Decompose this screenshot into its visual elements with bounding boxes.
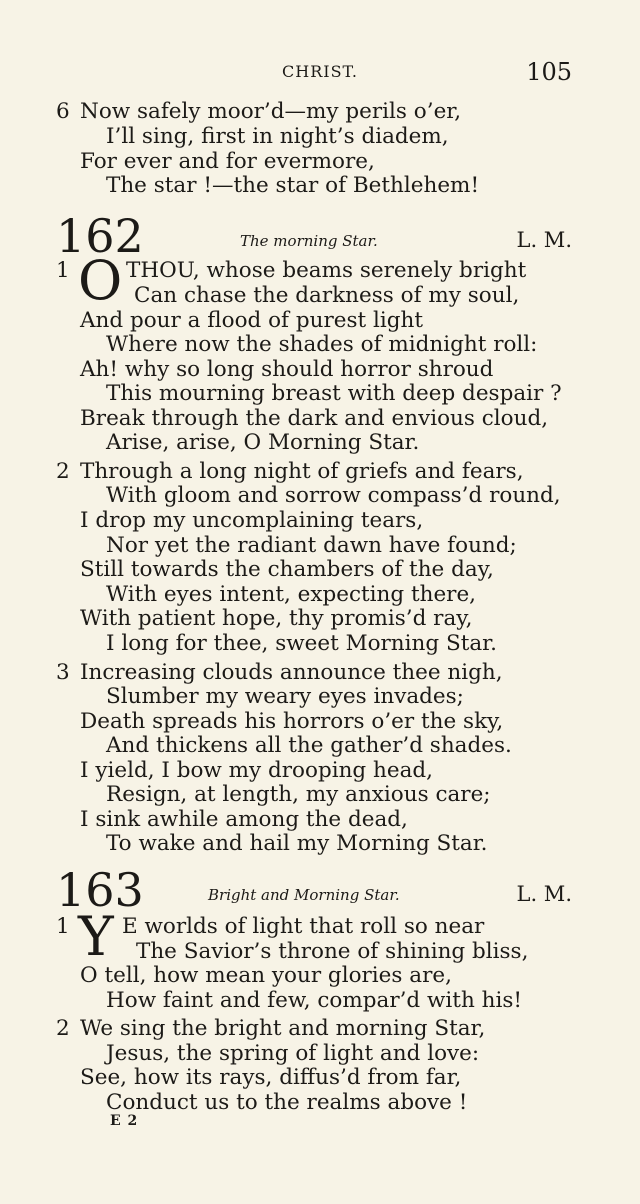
verse-line: With patient hope, thy promis’d ray, (80, 606, 473, 631)
hymn-meter: L. M. (516, 228, 572, 252)
verse-line: O tell, how mean your glories are, (80, 963, 452, 988)
verse-line: How faint and few, compar’d with his! (106, 988, 523, 1013)
verse-line: Where now the shades of midnight roll: (106, 332, 538, 357)
verse-line: Ah! why so long should horror shroud (80, 357, 494, 382)
verse-line: Can chase the darkness of my soul, (134, 283, 520, 308)
verse-line: Jesus, the spring of light and love: (106, 1041, 480, 1066)
verse-line: And thickens all the gather’d shades. (106, 733, 512, 758)
verse-line: See, how its rays, diffus’d from far, (80, 1065, 462, 1090)
hymn-meter: L. M. (516, 882, 572, 906)
verse-line: E worlds of light that roll so near (122, 914, 485, 939)
verse-line: I drop my uncomplaining tears, (80, 508, 424, 533)
verse-line: For ever and for evermore, (80, 149, 375, 174)
hymn-number: 162 (56, 209, 144, 263)
verse-number: 3 (56, 660, 70, 685)
running-head: CHRIST. (282, 62, 358, 81)
verse-line: Through a long night of griefs and fears, (80, 459, 524, 484)
verse-line: We sing the bright and morning Star, (80, 1016, 486, 1041)
verse-number: 1 (56, 258, 70, 283)
verse-line: THOU, whose beams serenely bright (126, 258, 527, 283)
hymn-title: Bright and Morning Star. (208, 886, 400, 904)
verse-number: 2 (56, 1016, 70, 1041)
hymn-number: 163 (56, 863, 144, 917)
verse-line: To wake and hail my Morning Star. (106, 831, 488, 856)
verse-line: This mourning breast with deep despair ? (106, 381, 562, 406)
verse-line: I’ll sing, first in night’s diadem, (106, 124, 449, 149)
signature-mark: E 2 (110, 1113, 139, 1129)
drop-cap: O (78, 249, 123, 312)
hymn-title: The morning Star. (240, 232, 378, 250)
verse-line: Conduct us to the realms above ! (106, 1090, 468, 1115)
verse-line: With gloom and sorrow compass’d round, (106, 483, 561, 508)
verse-line: The Savior’s throne of shining bliss, (136, 939, 529, 964)
verse-line: I yield, I bow my drooping head, (80, 758, 434, 783)
verse-line: Slumber my weary eyes invades; (106, 684, 464, 709)
page-header (0, 58, 640, 88)
verse-number: 6 (56, 99, 70, 124)
verse-line: Nor yet the radiant dawn have found; (106, 533, 517, 558)
verse-number: 1 (56, 914, 70, 939)
verse-line: Death spreads his horrors o’er the sky, (80, 709, 504, 734)
page-number: 105 (526, 58, 572, 86)
verse-line: With eyes intent, expecting there, (106, 582, 477, 607)
verse-number: 2 (56, 459, 70, 484)
drop-cap: Y (78, 905, 114, 968)
verse-line: Break through the dark and envious cloud, (80, 406, 549, 431)
verse-line: Resign, at length, my anxious care; (106, 782, 491, 807)
verse-line: Still towards the chambers of the day, (80, 557, 494, 582)
verse-line: And pour a flood of purest light (80, 308, 423, 333)
verse-line: The star !—the star of Bethlehem! (106, 173, 480, 198)
verse-line: I long for thee, sweet Morning Star. (106, 631, 497, 656)
verse-line: Increasing clouds announce thee nigh, (80, 660, 503, 685)
verse-line: Arise, arise, O Morning Star. (106, 430, 420, 455)
verse-line: Now safely moor’d—my perils o’er, (80, 99, 462, 124)
verse-line: I sink awhile among the dead, (80, 807, 408, 832)
